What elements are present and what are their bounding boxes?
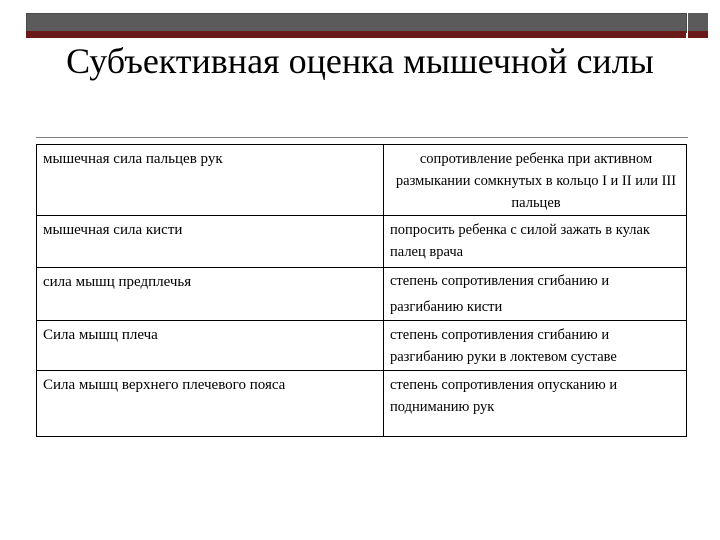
- method-cell: попросить ребенка с силой зажать в кулак палец врача: [384, 216, 687, 268]
- corner-square-red: [688, 31, 708, 38]
- muscle-cell: Сила мышц плеча: [37, 321, 384, 371]
- table-row: [37, 371, 687, 437]
- header-bar: [26, 13, 687, 33]
- muscle-cell: мышечная сила кисти: [37, 216, 384, 268]
- corner-square-gray: [688, 13, 708, 31]
- slide-title: Субъективная оценка мышечной силы: [66, 41, 654, 81]
- table-row: [37, 216, 687, 268]
- muscle-strength-table: [36, 144, 687, 437]
- table-row: [37, 145, 687, 216]
- method-cell: степень сопротивления сгибанию и разгибанию руки в локтевом суставе: [384, 321, 687, 371]
- method-text: сопротивление ребенка при активном размыкании сомкнутых в кольцо I и II или III пальцев: [395, 151, 677, 211]
- muscle-cell: Сила мышц верхнего плечевого пояса: [37, 371, 384, 437]
- title-divider: [36, 137, 688, 138]
- header-accent-bar: [26, 31, 686, 38]
- muscle-cell: мышечная сила пальцев рук: [37, 145, 384, 216]
- method-cell: [384, 145, 687, 216]
- table-row: [37, 321, 687, 371]
- muscle-cell: сила мышц предплечья: [37, 268, 384, 321]
- method-cell: степень сопротивления сгибанию и разгибанию кисти: [384, 268, 687, 321]
- table-row: [37, 268, 687, 321]
- method-cell: степень сопротивления опусканию и подниманию рук: [384, 371, 687, 437]
